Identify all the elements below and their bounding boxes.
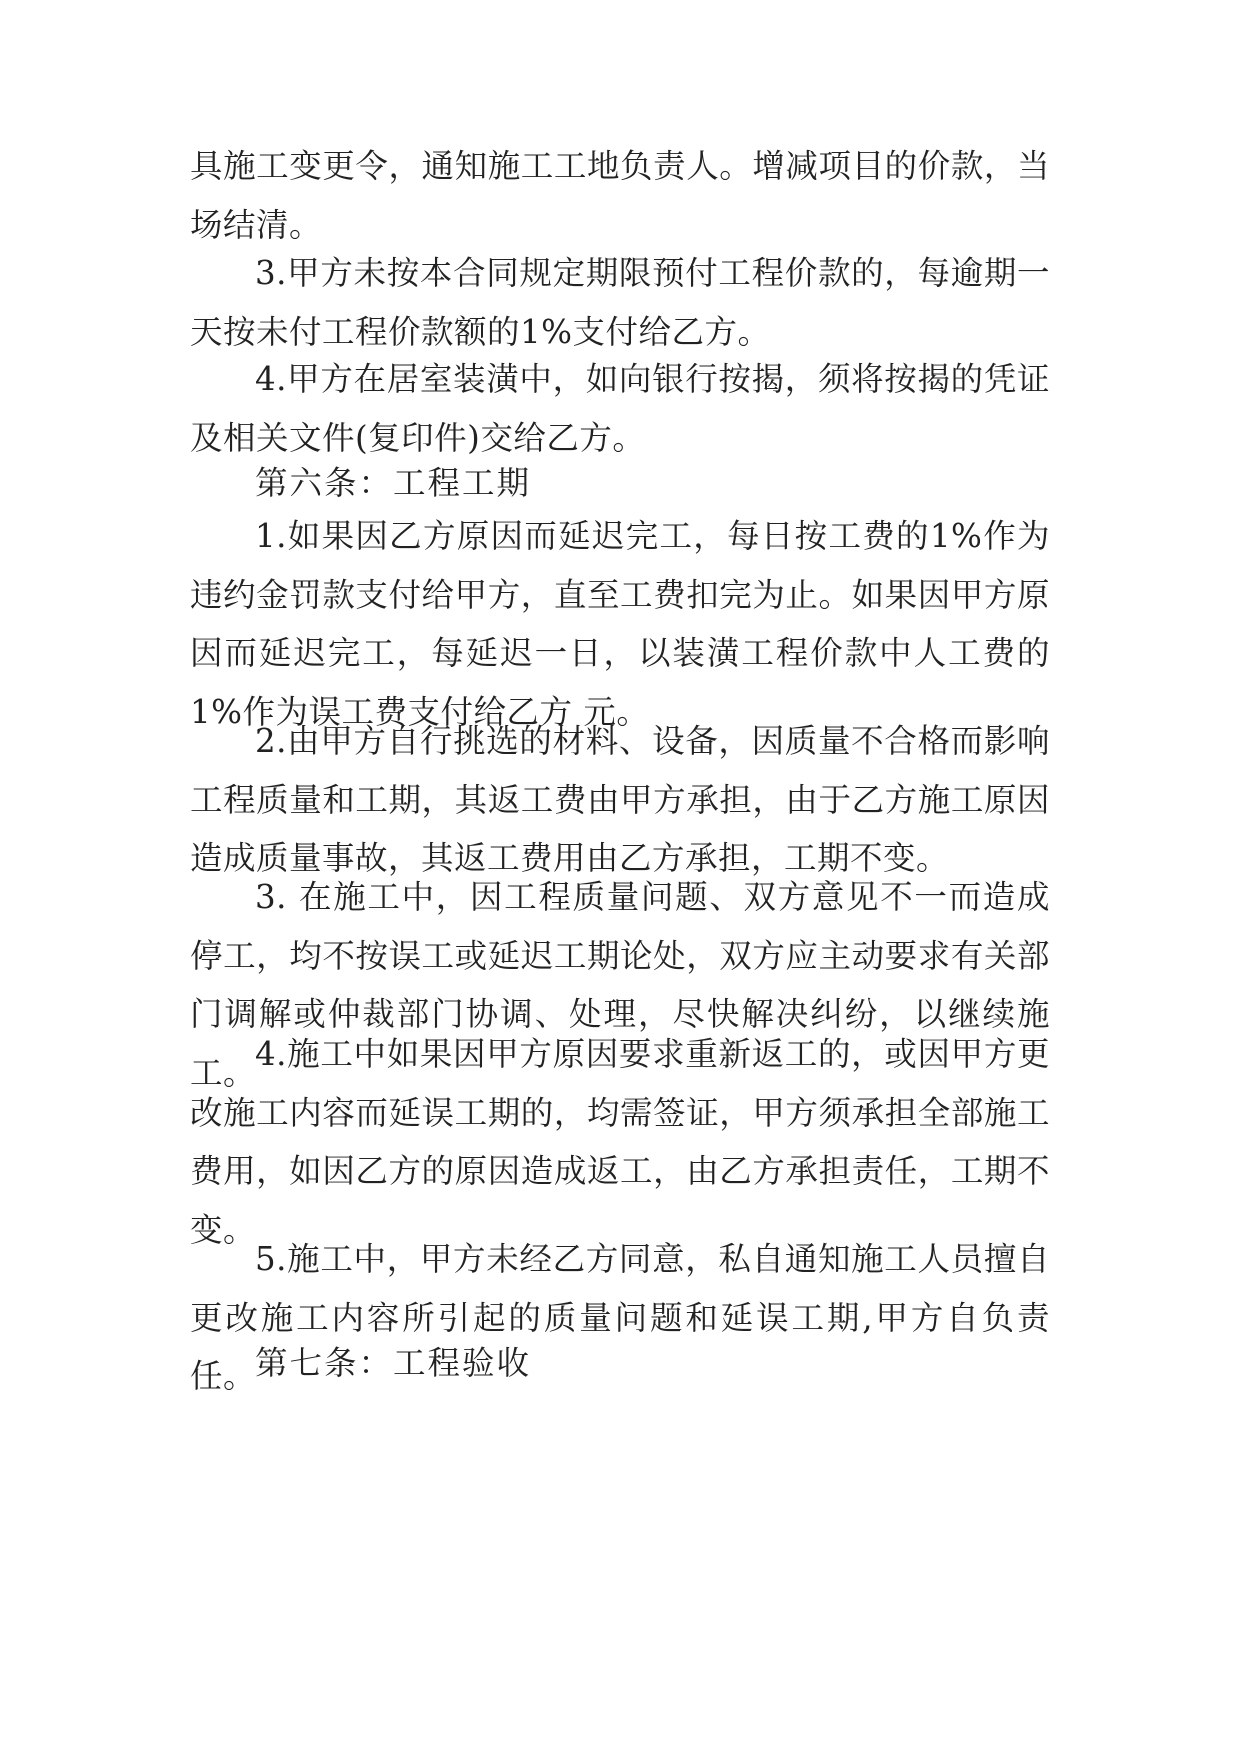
paragraph-clause-6-1: 1.如果因乙方原因而延迟完工，每日按工费的1%作为违约金罚款支付给甲方，直至工费扣完为止。如果因甲方原因而延迟完工，每延迟一日，以装潢工程价款中人工费的1%作为误工费支付给乙方 元。 [190,517,1050,731]
heading-article-7: 第七条：工程验收 [255,1344,532,1382]
paragraph-clause-6-5: 5.施工中，甲方未经乙方同意，私自通知施工人员擅自更改施工内容所引起的质量问题和延误工期,甲方自负责任。 [190,1240,1050,1395]
paragraph-change-order: 具施工变更令，通知施工工地负责人。增减项目的价款，当场结清。 [190,147,1050,244]
paragraph-clause-6-2: 2.由甲方自行挑选的材料、设备，因质量不合格而影响工程质量和工期，其返工费由甲方承担，由于乙方施工原因造成质量事故，其返工费用由乙方承担，工期不变。 [190,722,1050,877]
heading-article-6: 第六条：工程工期 [255,464,532,502]
paragraph-clause-5-4: 4.甲方在居室装潢中，如向银行按揭，须将按揭的凭证及相关文件(复印件)交给乙方。 [190,360,1050,457]
paragraph-clause-6-4: 4.施工中如果因甲方原因要求重新返工的，或因甲方更改施工内容而延误工期的，均需签证，甲方须承担全部施工费用，如因乙方的原因造成返工，由乙方承担责任，工期不变。 [190,1035,1050,1249]
paragraph-clause-5-3: 3.甲方未按本合同规定期限预付工程价款的，每逾期一天按未付工程价款额的1%支付给乙方。 [190,254,1050,351]
paragraph-clause-6-3: 3. 在施工中，因工程质量问题、双方意见不一而造成停工，均不按误工或延迟工期论处，双方应主动要求有关部门调解或仲裁部门协调、处理，尽快解决纠纷，以继续施工。 [190,878,1050,1092]
